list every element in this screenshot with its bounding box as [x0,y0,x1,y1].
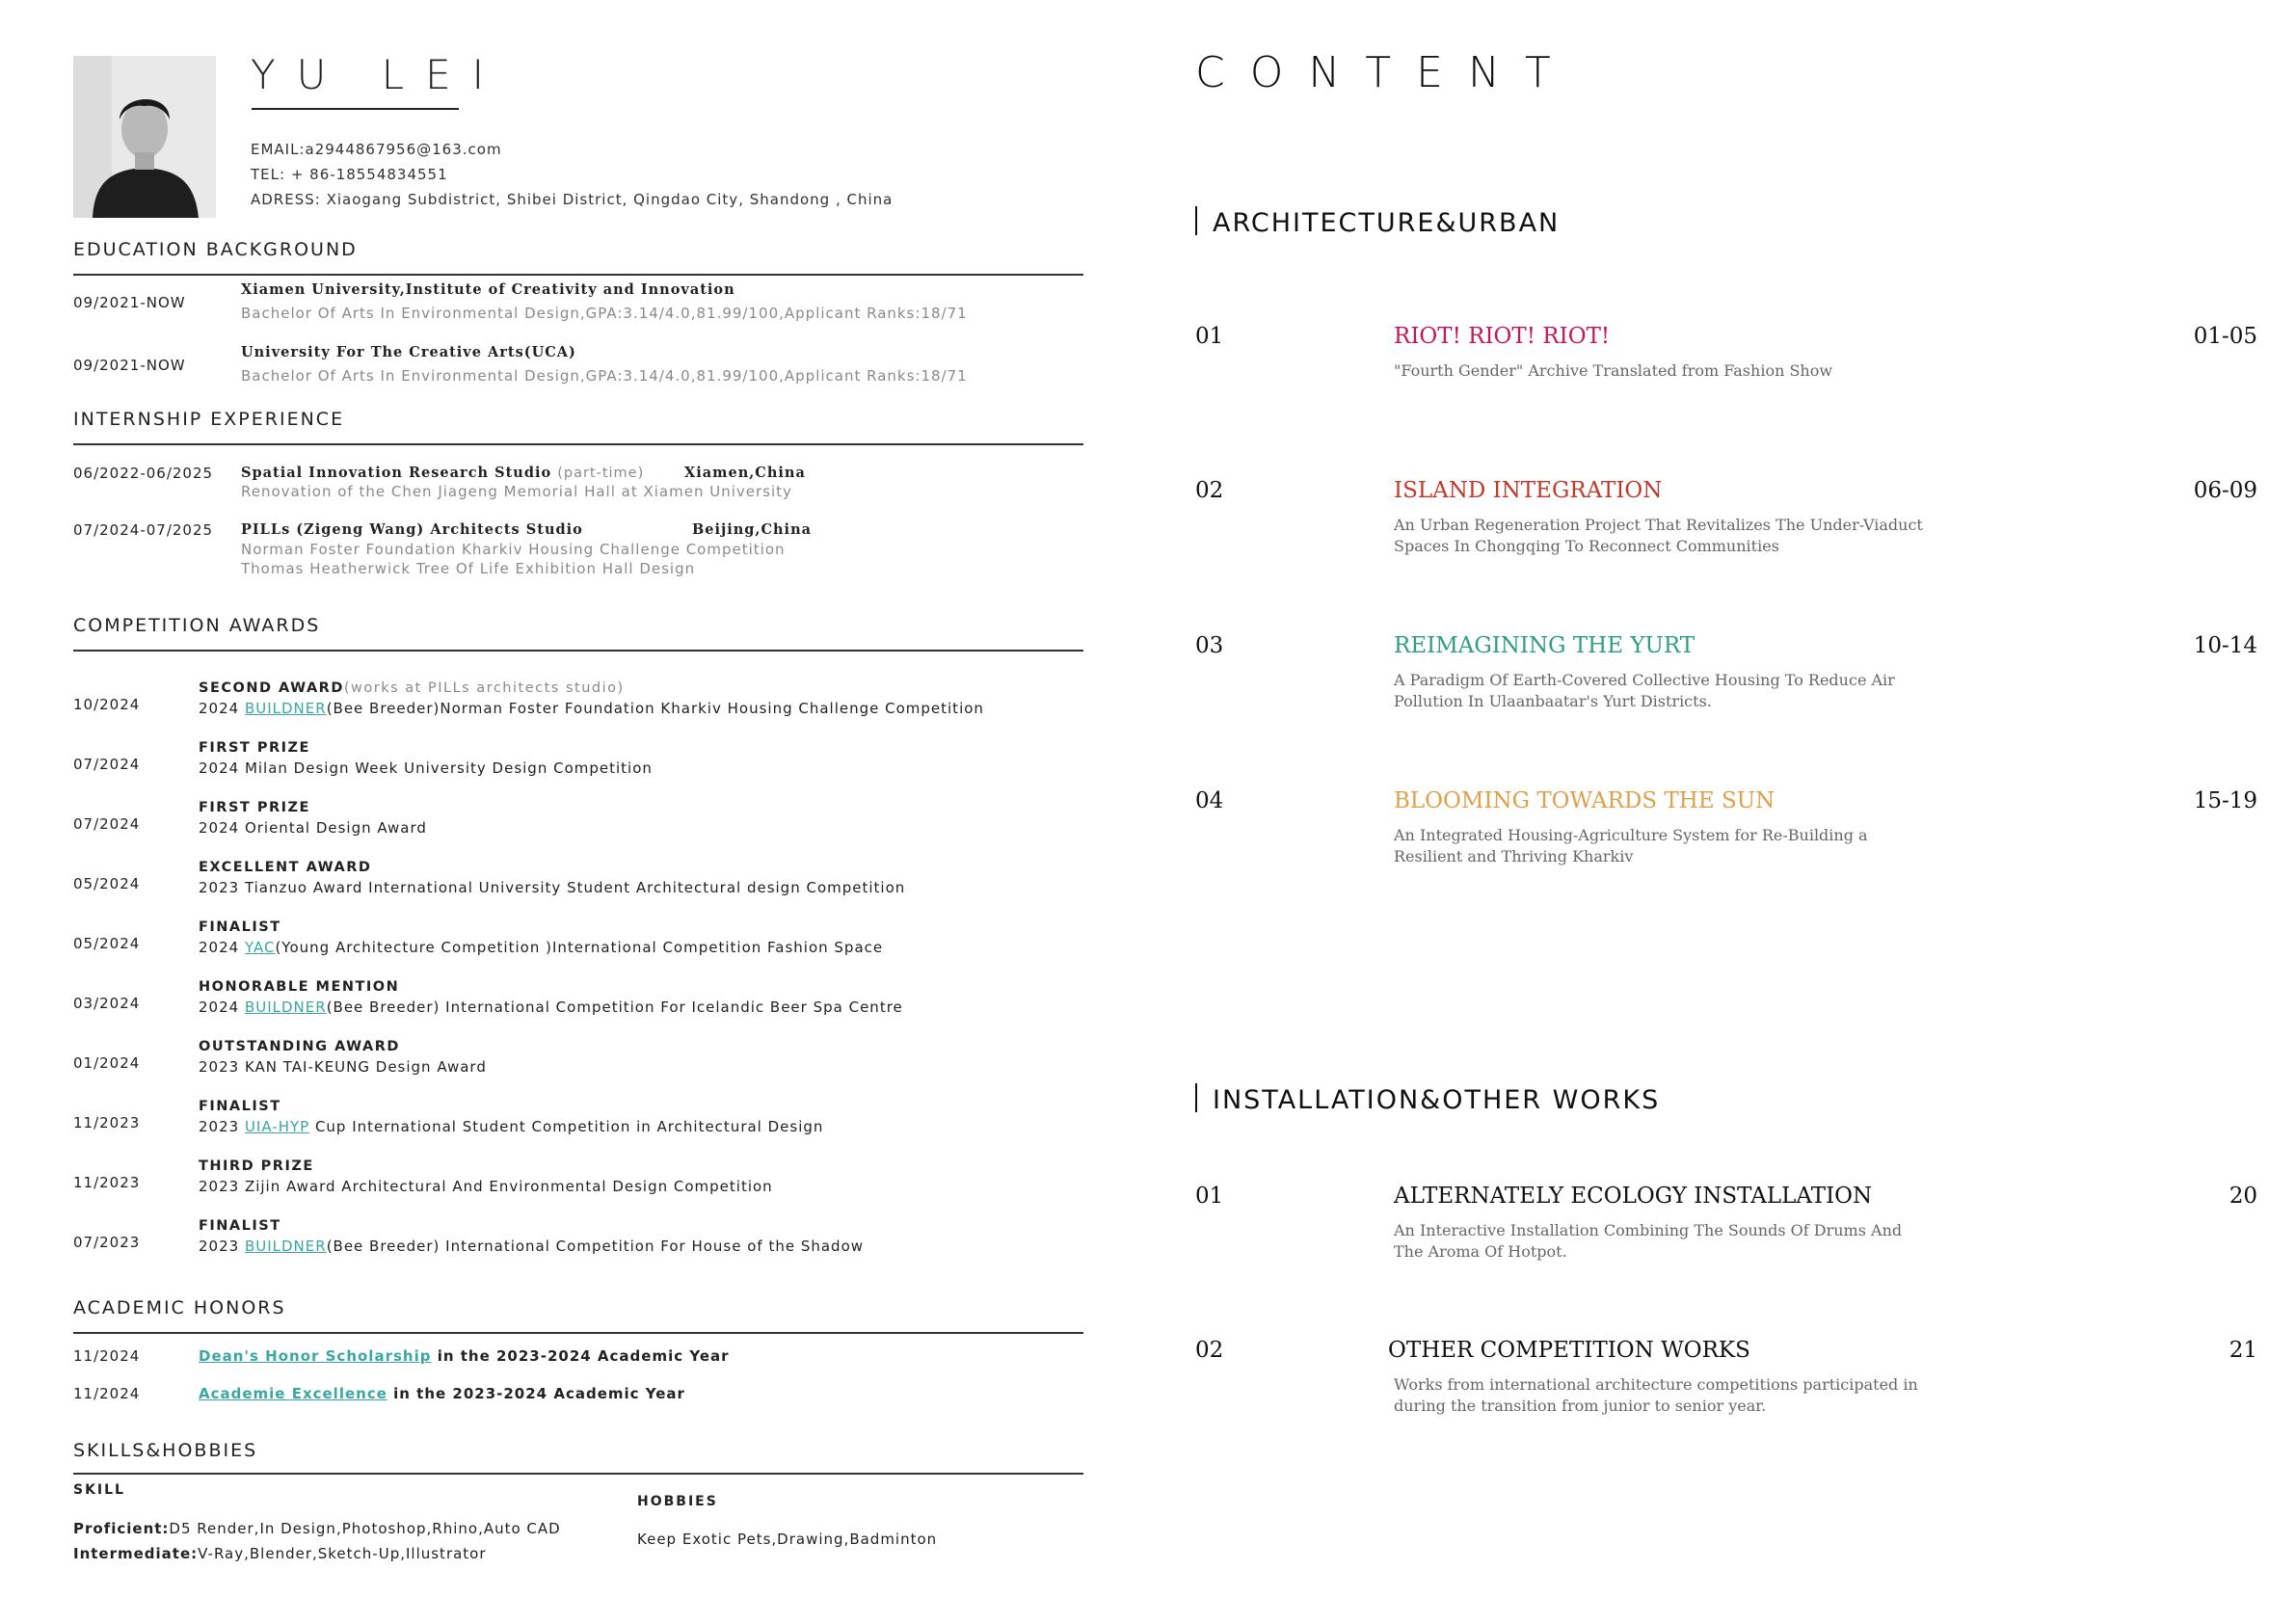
award-desc-text: (Bee Breeder) International Competition For Icelandic Beer Spa Centre [326,998,903,1016]
skills-rule [73,1473,1083,1475]
award-title [199,1218,281,1234]
award-title-text: EXCELLENT AWARD [199,860,372,875]
award-link[interactable]: BUILDNER [244,1238,327,1255]
award-desc-text: (Young Architecture Competition )International Competition Fashion Space [275,939,884,956]
internship-project: Norman Foster Foundation Kharkiv Housing Challenge Competition [241,541,786,558]
toc-item-pages: 06-09 [2193,478,2257,503]
address-text: ADRESS: Xiaogang Subdistrict, Shibei District, Qingdao City, Shandong , China [251,191,894,208]
honor-link[interactable]: Academie Excellence [199,1385,387,1402]
award-title-text: FIRST PRIZE [199,800,310,815]
toc-item-description: Works from international architecture competitions participated in during the transition from junior to senior year. [1394,1375,1918,1415]
education-date: 09/2021-NOW [73,294,186,311]
award-desc-text: 2024 [199,998,245,1016]
toc-item-description: An Urban Regeneration Project That Revitalizes The Under-Viaduct Spaces In Chongqing To Reconnect Communities [1394,516,1923,555]
education-school: University For The Creative Arts(UCA) [241,344,576,360]
proficient-label: Proficient: [73,1520,170,1537]
toc-item-number: 02 [1195,478,1224,503]
proficient-value: D5 Render,In Design,Photoshop,Rhino,Auto CAD [169,1520,561,1537]
education-date: 09/2021-NOW [73,357,186,374]
award-desc-text: 2023 [199,1238,245,1255]
award-link[interactable]: UIA-HYP [244,1118,310,1135]
award-title [199,860,371,875]
internship-location: Xiamen,China [684,465,806,481]
award-date: 03/2024 [73,995,141,1012]
award-title-text: FINALIST [199,1218,281,1234]
internship-project: Renovation of the Chen Jiageng Memorial Hall at Xiamen University [241,483,792,500]
intermediate-value: V-Ray,Blender,Sketch-Up,Illustrator [198,1545,487,1562]
award-desc-text: 2024 [199,700,245,717]
award-date: 11/2023 [73,1174,141,1191]
section-architecture-heading [1195,206,1560,238]
award-link[interactable]: BUILDNER [244,998,327,1016]
toc-item-title[interactable]: ALTERNATELY ECOLOGY INSTALLATION [1394,1184,1873,1209]
toc-item-number: 03 [1195,633,1224,658]
contact-block [251,137,893,212]
award-description [199,1238,864,1255]
award-description [199,1178,773,1195]
award-desc-text: 2023 Zijin Award Architectural And Environmental Design Competition [199,1178,773,1195]
section-installation-heading [1195,1083,1660,1115]
award-description [199,1058,487,1076]
internship-studio-name: Spatial Innovation Research Studio [241,465,552,481]
skills-heading: SKILLS&HOBBIES [73,1440,258,1461]
award-desc-text: 2024 Milan Design Week University Design Competition [199,759,653,777]
hobbies-label: HOBBIES [637,1494,718,1509]
award-desc-text: 2024 [199,939,245,956]
award-date: 10/2024 [73,696,141,713]
toc-item-number: 04 [1195,788,1224,813]
awards-rule [73,650,1083,652]
skill-intermediate [73,1545,487,1562]
section-bar [1195,1083,1197,1112]
award-title-note: (works at PILLs architects studio) [343,680,625,696]
award-title [199,800,310,815]
award-desc-text: 2023 [199,1118,245,1135]
award-title-text: HONORABLE MENTION [199,979,400,995]
honor-date: 11/2024 [73,1347,141,1365]
toc-item-pages: 21 [2229,1338,2257,1363]
toc-item-number: 01 [1195,1184,1224,1209]
internship-date: 06/2022-06/2025 [73,465,214,482]
award-description [199,1118,823,1135]
toc-item-title[interactable]: RIOT! RIOT! RIOT! [1394,324,1611,349]
internship-date: 07/2024-07/2025 [73,521,214,539]
honor-link[interactable]: Dean's Honor Scholarship [199,1347,432,1365]
name-underline [252,108,459,110]
award-title-text: THIRD PRIZE [199,1158,314,1174]
award-desc-text: (Bee Breeder) International Competition For House of the Shadow [326,1238,865,1255]
award-date: 05/2024 [73,875,141,892]
award-title [199,740,310,756]
section-label: ARCHITECTURE&URBAN [1213,208,1561,238]
toc-item-pages: 15-19 [2193,788,2257,813]
award-desc-text: (Bee Breeder)Norman Foster Foundation Kharkiv Housing Challenge Competition [326,700,984,717]
tel-text: TEL: + 86-18554834551 [251,166,448,183]
internship-note: (part-time) [557,466,645,481]
internship-rule [73,443,1083,445]
toc-item-description: "Fourth Gender" Archive Translated from Fashion Show [1394,361,1833,380]
education-heading: EDUCATION BACKGROUND [73,239,358,260]
skill-label: SKILL [73,1482,125,1498]
award-title [199,1158,314,1174]
profile-photo [73,56,216,218]
award-link[interactable]: BUILDNER [244,700,327,717]
section-bar [1195,206,1197,235]
honor-item [199,1347,730,1365]
internship-project: Thomas Heatherwick Tree Of Life Exhibition Hall Design [241,560,696,577]
award-title-text: SECOND AWARD [199,680,344,696]
internship-studio [241,465,644,481]
award-title-text: FINALIST [199,1099,281,1114]
toc-item-title[interactable]: ISLAND INTEGRATION [1394,478,1663,503]
intermediate-label: Intermediate: [73,1545,199,1562]
toc-item-title[interactable]: BLOOMING TOWARDS THE SUN [1394,788,1775,813]
award-description [199,700,984,717]
toc-item-pages: 01-05 [2193,324,2257,349]
honor-item [199,1385,685,1402]
toc-item-description: An Integrated Housing-Agriculture System for Re-Building a Resilient and Thriving Kharkiv [1394,826,1868,865]
award-date: 11/2023 [73,1114,141,1131]
skill-proficient [73,1520,561,1537]
award-description [199,819,427,837]
education-rule [73,274,1083,276]
award-description [199,998,903,1016]
toc-item-number: 01 [1195,324,1224,349]
contents-title: CONTENT [1195,48,1576,97]
award-title [199,1099,281,1114]
award-date: 01/2024 [73,1054,141,1072]
award-title-text: FIRST PRIZE [199,740,310,756]
toc-item-pages: 20 [2229,1184,2257,1209]
award-title [199,979,399,995]
resume-page [0,0,1099,1624]
toc-item-pages: 10-14 [2193,633,2257,658]
award-description [199,879,905,896]
toc-item-description: A Paradigm Of Earth-Covered Collective Housing To Reduce Air Pollution In Ulaanbaatar's Yurt Districts. [1394,671,1895,710]
award-desc-text: Cup International Student Competition in Architectural Design [309,1118,824,1135]
honor-rest: in the 2023-2024 Academic Year [431,1347,730,1365]
award-link[interactable]: YAC [244,939,276,956]
award-date: 07/2024 [73,815,141,833]
honors-heading: ACADEMIC HONORS [73,1297,286,1318]
resume-name: YU LEI [251,51,506,98]
section-label: INSTALLATION&OTHER WORKS [1213,1085,1661,1115]
hobbies-value: Keep Exotic Pets,Drawing,Badminton [637,1531,938,1548]
honor-rest: in the 2023-2024 Academic Year [387,1385,685,1402]
honor-date: 11/2024 [73,1385,141,1402]
toc-item-number: 02 [1195,1338,1224,1363]
internship-studio: PILLs (Zigeng Wang) Architects Studio [241,521,583,538]
award-title [199,919,281,935]
award-date: 05/2024 [73,935,141,952]
contents-page [1195,0,2296,1624]
toc-item-description: An Interactive Installation Combining The Sounds Of Drums And The Aroma Of Hotpot. [1394,1221,1903,1261]
internship-heading: INTERNSHIP EXPERIENCE [73,409,345,430]
awards-heading: COMPETITION AWARDS [73,615,321,636]
award-desc-text: 2023 KAN TAI-KEUNG Design Award [199,1058,487,1076]
education-degree: Bachelor Of Arts In Environmental Design,GPA:3.14/4.0,81.99/100,Applicant Ranks:18/71 [241,305,968,322]
email-text: EMAIL:a2944867956@163.com [251,141,502,158]
award-title-text: OUTSTANDING AWARD [199,1039,400,1054]
award-title [199,1039,400,1054]
honors-rule [73,1332,1083,1334]
award-date: 07/2023 [73,1234,141,1251]
award-desc-text: 2023 Tianzuo Award International University Student Architectural design Competition [199,879,906,896]
award-description [199,939,883,956]
award-title [199,680,625,696]
toc-item-title[interactable]: REIMAGINING THE YURT [1394,633,1695,658]
toc-item-title[interactable]: OTHER COMPETITION WORKS [1388,1338,1750,1363]
award-date: 07/2024 [73,756,141,773]
internship-location: Beijing,China [692,521,813,538]
award-title-text: FINALIST [199,919,281,935]
education-school: Xiamen University,Institute of Creativity and Innovation [241,281,735,298]
award-desc-text: 2024 Oriental Design Award [199,819,427,837]
award-description [199,759,653,777]
education-degree: Bachelor Of Arts In Environmental Design,GPA:3.14/4.0,81.99/100,Applicant Ranks:18/71 [241,367,968,385]
